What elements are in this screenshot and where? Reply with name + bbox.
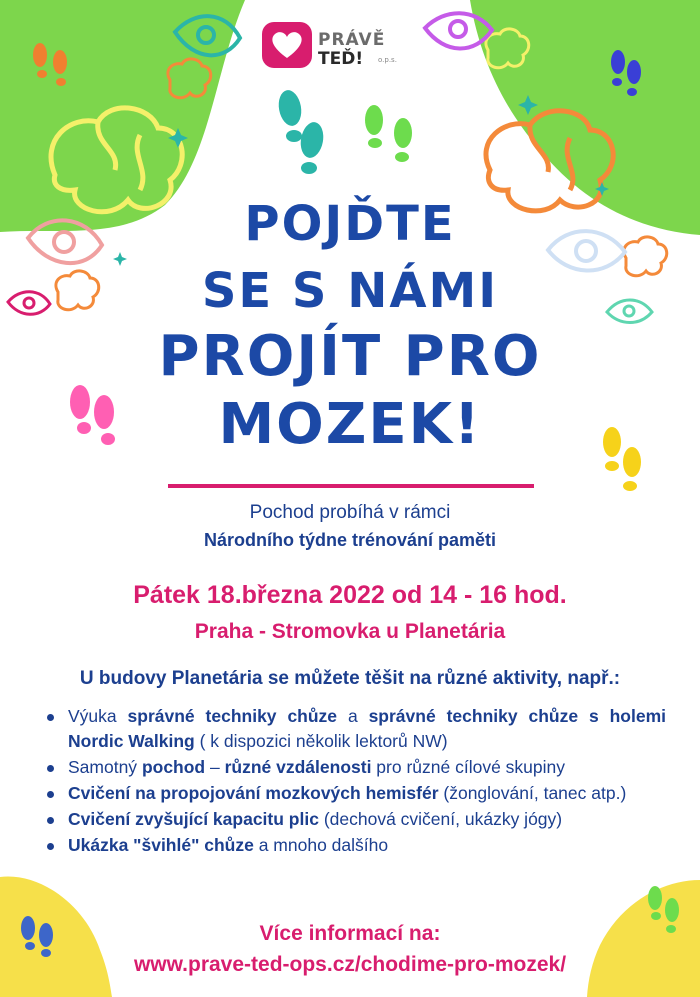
event-place: Praha - Stromovka u Planetária	[194, 620, 506, 643]
logo-text-line3: o.p.s.	[378, 56, 397, 64]
headline-line-3: PROJÍT PRO	[158, 324, 542, 389]
list-item: Ukázka "švihlé" chůze a mnoho dalšího	[68, 833, 666, 858]
footprints-icon	[276, 88, 326, 174]
list-item: Cvičení zvyšující kapacitu plic (dechová cvičení, ukázky jógy)	[68, 807, 666, 832]
headline-line-2: SE S NÁMI	[201, 263, 499, 319]
headline-line-1: POJĎTE	[244, 196, 456, 252]
activities-intro: U budovy Planetária se můžete těšit na různé aktivity, např.:	[79, 668, 621, 689]
more-info-link[interactable]: www.prave-ted-ops.cz/chodime-pro-mozek/	[133, 953, 567, 976]
headline-divider	[168, 484, 534, 488]
more-info-label: Více informací na:	[259, 922, 441, 945]
heart-icon	[268, 28, 306, 62]
logo-badge	[262, 22, 312, 68]
logo-text-line2: TEĎ!	[318, 49, 364, 69]
headline-line-4: MOZEK!	[218, 392, 482, 457]
list-item: Cvičení na propojování mozkových hemisfér (žonglování, tanec atp.)	[68, 781, 666, 806]
prave-ted-logo	[262, 22, 412, 72]
subtitle-line-2: Národního týdne trénování paměti	[203, 530, 497, 550]
list-item: Samotný pochod – různé vzdálenosti pro různé cílové skupiny	[68, 755, 666, 780]
footprints-icon	[365, 105, 412, 162]
logo-text-line1: PRÁVĚ	[318, 30, 386, 50]
list-item: Výuka správné techniky chůze a správné techniky chůze s holemi Nordic Walking ( k dispozici několik lektorů NW)	[68, 704, 666, 754]
activities-list	[68, 704, 666, 859]
event-date: Pátek 18.března 2022 od 14 - 16 hod.	[133, 581, 567, 609]
subtitle-line-1: Pochod probíhá v rámci	[249, 502, 451, 523]
